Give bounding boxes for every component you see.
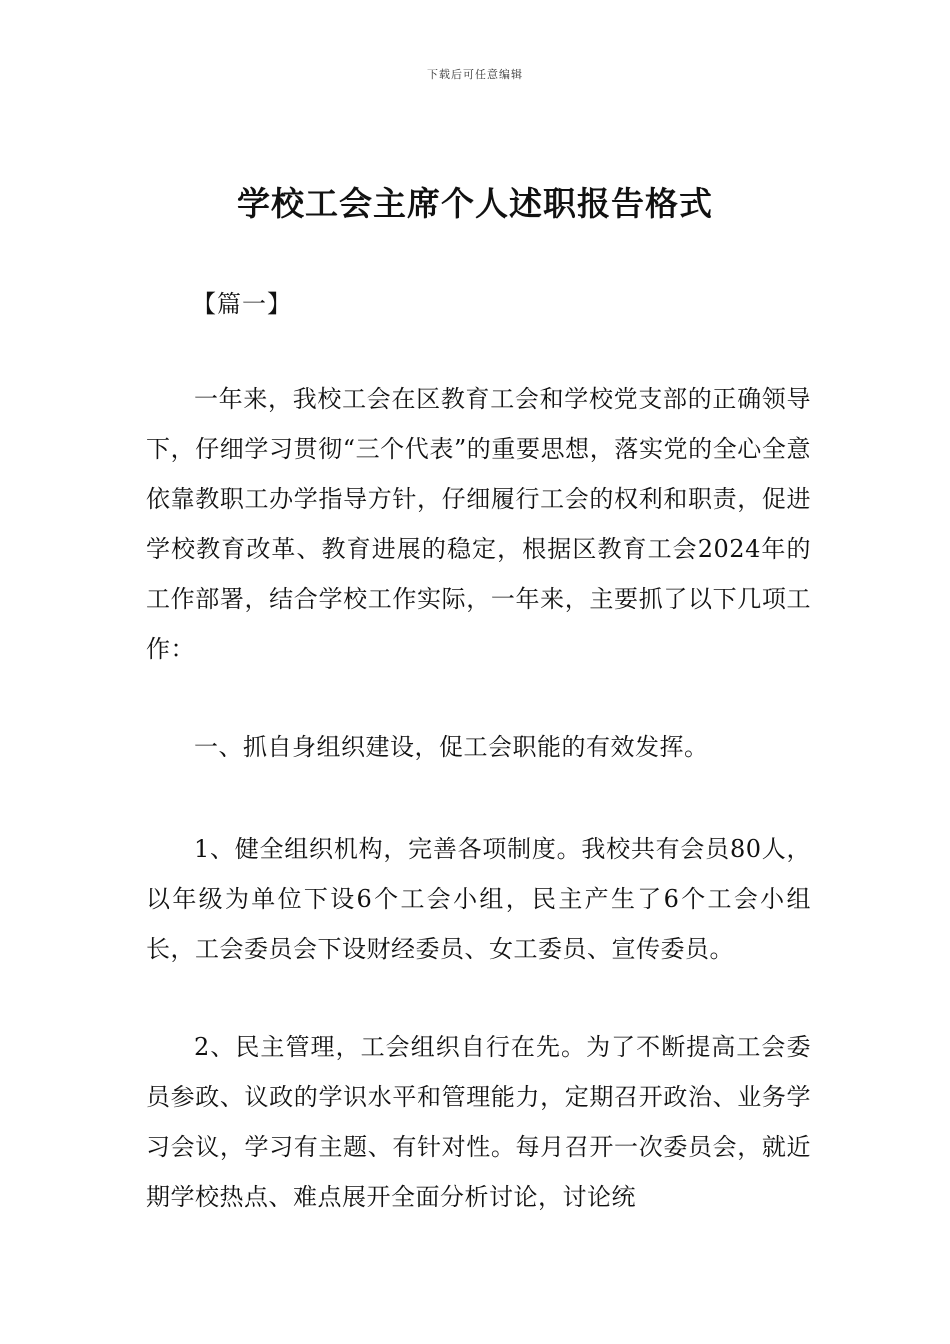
- paragraph-heading-one: 一、抓自身组织建设，促工会职能的有效发挥。: [194, 733, 709, 761]
- paragraph-item-one: 1、健全组织机构，完善各项制度。我校共有会员80人，以年级为单位下设6个工会小组，民主产生了6个工会小组长，工会委员会下设财经委员、女工委员、宣传委员。: [146, 835, 811, 963]
- document-title: 学校工会主席个人述职报告格式: [237, 184, 713, 223]
- header-note: 下载后可任意编辑: [427, 68, 523, 81]
- paragraph-item-two: 2、民主管理，工会组织自行在先。为了不断提高工会委员参政、议政的学识水平和管理能力，定期召开政治、业务学习会议，学习有主题、有针对性。每月召开一次委员会，就近期学校热点、难点展开全面分析讨论，讨论统: [146, 1033, 811, 1211]
- paragraph-intro: 一年来，我校工会在区教育工会和学校党支部的正确领导下，仔细学习贯彻“三个代表”的重要思想，落实党的全心全意依靠教职工办学指导方针，仔细履行工会的权利和职责，促进学校教育改革、教育进展的稳定，根据区教育工会2024年的工作部署，结合学校工作实际，一年来，主要抓了以下几项工作：: [146, 385, 811, 663]
- section-label: 【篇一】: [192, 290, 292, 318]
